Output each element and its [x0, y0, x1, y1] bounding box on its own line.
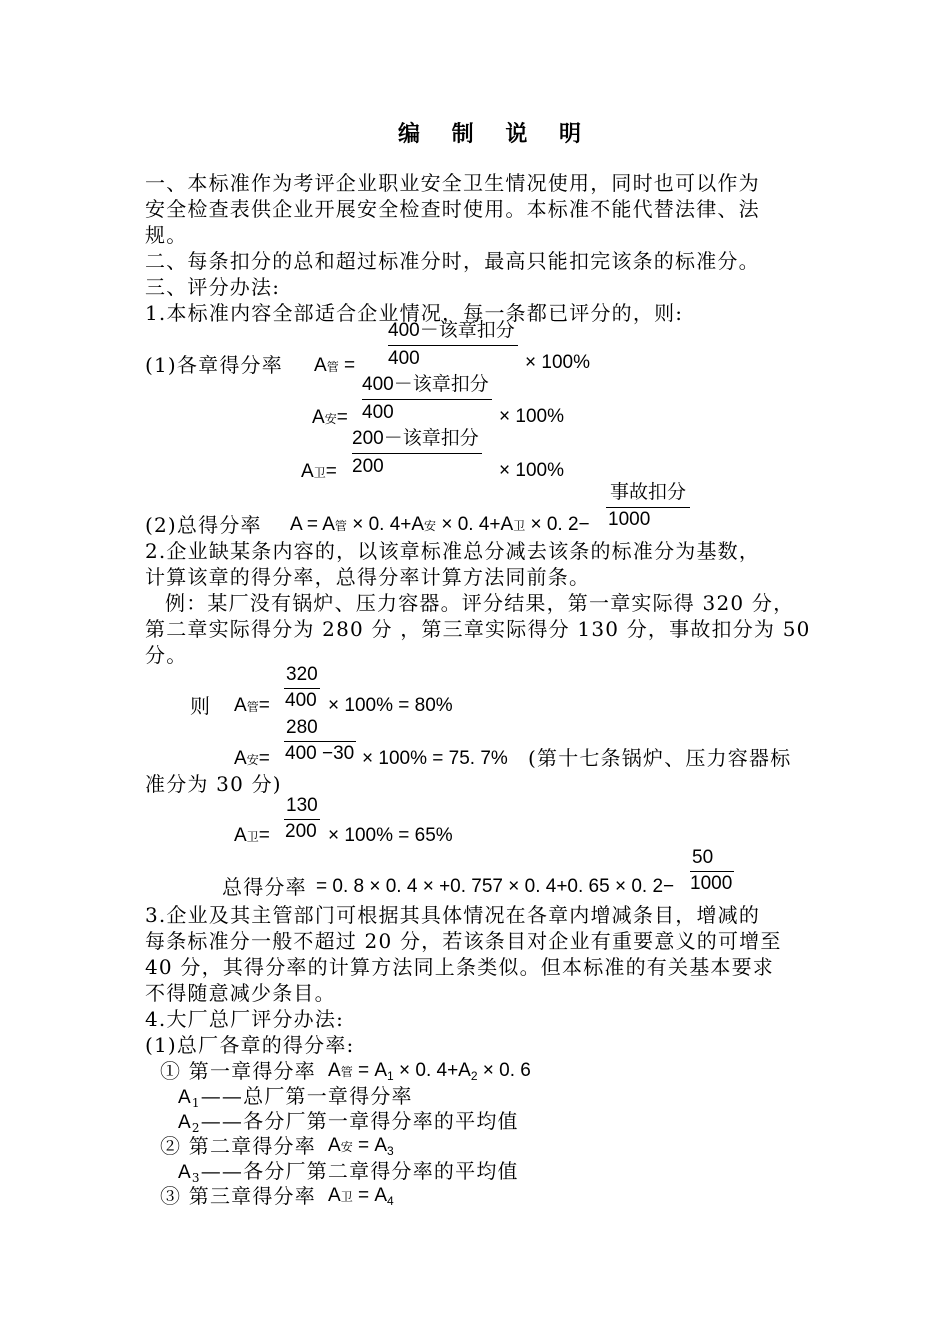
fraction-numerator: 200－该章扣分 [352, 428, 479, 449]
fraction-bar [388, 345, 518, 346]
fraction-numerator: 280 [286, 717, 318, 738]
definition-line: $A_1——$总厂第一章得分率 [178, 1084, 413, 1110]
fraction-bar [606, 507, 690, 508]
paragraph-line: 每条标准分一般不超过 20 分，若该条目对企业有重要意义的可增至 [145, 929, 782, 953]
paragraph-line: 40 分，其得分率的计算方法同上条类似。但本标准的有关基本要求 [145, 955, 775, 979]
paragraph-line: 2.企业缺某条内容的，以该章标准总分减去该条的标准分为基数， [145, 539, 761, 563]
chapter-rate-label: ② 第二章得分率 [160, 1134, 316, 1158]
fraction-denominator: 400 −30 [285, 743, 355, 764]
note: (第十七条锅炉、压力容器标 [528, 746, 792, 770]
fraction-numerator: 400－该章扣分 [388, 320, 515, 341]
paragraph-line: 一、本标准作为考评企业职业安全卫生情况使用，同时也可以作为 [145, 171, 760, 195]
percent-factor: × 100% [525, 352, 590, 373]
paragraph-line: 三、评分办法: [145, 275, 281, 299]
total-expression: = 0. 8 × 0. 4 × +0. 757 × 0. 4+0. 65 × 0. 2− [316, 876, 675, 897]
formula-lhs: A管= [234, 695, 270, 716]
definition-line: $A_3——$各分厂第二章得分率的平均值 [178, 1159, 519, 1185]
percent-factor: × 100% [499, 406, 564, 427]
formula-label: (1)各章得分率 [145, 353, 283, 377]
paragraph-line: 不得随意减少条目。 [145, 981, 336, 1005]
fraction-numerator: 事故扣分 [610, 482, 687, 503]
fraction-numerator: 130 [286, 795, 318, 816]
fraction-bar [690, 871, 734, 872]
chapter-rate-formula: A安 = $A_3$ [328, 1135, 394, 1158]
fraction-bar [362, 399, 492, 400]
then-label: 则 [190, 694, 212, 718]
paragraph-line: 例：某厂没有锅炉、压力容器。评分结果，第一章实际得 320 分， [165, 591, 795, 615]
definition-line: $A_2——$各分厂第一章得分率的平均值 [178, 1109, 519, 1135]
paragraph-line: 计算该章的得分率，总得分率计算方法同前条。 [145, 565, 591, 589]
page-title: 编 制 说 明 [398, 121, 593, 147]
formula-lhs: A安= [312, 407, 348, 428]
chapter-rate-label: ① 第一章得分率 [160, 1059, 316, 1083]
total-label: 总得分率 [222, 875, 307, 899]
chapter-rate-formula: A卫 = $A_4$ [328, 1185, 394, 1208]
fraction-bar [352, 453, 482, 454]
result: × 100% = 75. 7% [362, 748, 508, 769]
fraction-denominator: 200 [352, 456, 384, 477]
fraction-denominator: 1000 [608, 509, 651, 530]
chapter-rate-formula: A管 = $A_1 \times 0$. $4+A_2 \times 0$. 6 [328, 1060, 531, 1083]
fraction-denominator: 400 [285, 690, 317, 711]
formula-lhs: A安= [234, 748, 270, 769]
formula-lhs: A卫= [234, 825, 270, 846]
percent-factor: × 100% [499, 460, 564, 481]
formula-lhs: A管 = [314, 355, 356, 376]
paragraph-line: 1.本标准内容全部适合企业情况，每一条都已评分的，则: [145, 301, 684, 325]
paragraph-line: 第二章实际得分为 280 分 ，第三章实际得分 130 分，事故扣分为 50 [145, 617, 811, 641]
paragraph-line: 分。 [145, 643, 188, 667]
fraction-numerator: 50 [692, 847, 714, 868]
paragraph-line: (1)总厂各章的得分率: [145, 1033, 355, 1057]
paragraph-line: 安全检查表供企业开展安全检查时使用。本标准不能代替法律、法 [145, 197, 760, 221]
fraction-denominator: 400 [388, 348, 420, 369]
formula-lhs: A卫= [301, 461, 337, 482]
fraction-bar [284, 741, 356, 742]
paragraph-line: 4.大厂总厂评分办法: [145, 1007, 345, 1031]
formula-expression: A = A管 × 0. 4+A安 × 0. 4+A卫 × 0. 2− [290, 514, 590, 535]
paragraph-line: 二、每条扣分的总和超过标准分时，最高只能扣完该条的标准分。 [145, 249, 760, 273]
paragraph-line: 3.企业及其主管部门可根据其具体情况在各章内增减条目，增减的 [145, 903, 761, 927]
paragraph-line: 规。 [145, 223, 188, 247]
result: × 100% = 65% [328, 825, 453, 846]
formula-label: (2)总得分率 [145, 513, 262, 537]
note: 准分为 30 分) [145, 772, 282, 796]
fraction-denominator: 200 [285, 821, 317, 842]
fraction-denominator: 400 [362, 402, 394, 423]
fraction-bar [284, 819, 320, 820]
chapter-rate-label: ③ 第三章得分率 [160, 1184, 316, 1208]
fraction-numerator: 320 [286, 664, 318, 685]
result: × 100% = 80% [328, 695, 453, 716]
fraction-bar [284, 688, 320, 689]
fraction-numerator: 400－该章扣分 [362, 374, 489, 395]
fraction-denominator: 1000 [690, 873, 733, 894]
